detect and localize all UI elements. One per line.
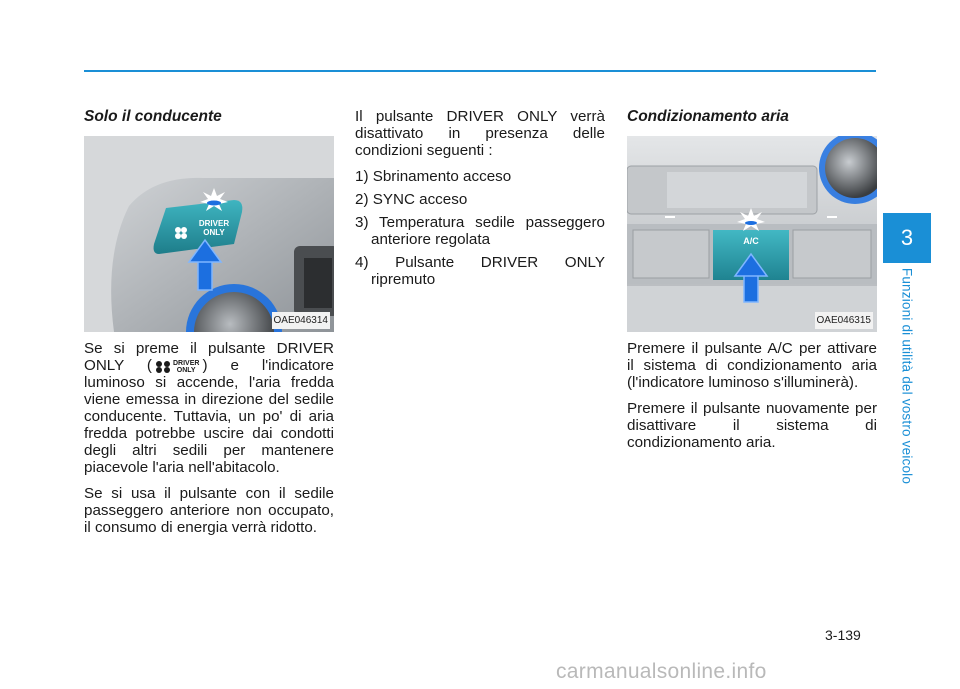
- column-air-conditioning: [627, 108, 877, 460]
- column-driver-only: [84, 108, 334, 545]
- ac-illustration: [627, 136, 877, 332]
- section-heading-driver-only: Solo il conducente: [84, 108, 222, 125]
- top-rule: [84, 70, 876, 72]
- chapter-tab: 3: [883, 213, 931, 263]
- paragraph-driver-only-2: Se si usa il pulsante con il sedile passeggero anteriore non occupato, il consumo di energia verrà ridotto.: [84, 485, 334, 536]
- figure-air-conditioning: [627, 136, 877, 332]
- chapter-title: Funzioni di utilità del vostro veicolo: [899, 267, 915, 485]
- figure-driver-only: [84, 136, 334, 332]
- driver-only-illustration: [84, 136, 334, 332]
- section-heading-air-conditioning: Condizionamento aria: [627, 108, 789, 125]
- conditions-intro: Il pulsante DRIVER ONLY verrà disattivato in presenza delle condizioni seguenti :: [355, 108, 605, 159]
- paragraph-ac-1: Premere il pulsante A/C per attivare il sistema di condizionamento aria (l'indicatore luminoso s'illuminerà).: [627, 340, 877, 391]
- driver-only-inline-icon: [155, 360, 199, 374]
- condition-item: 4) Pulsante DRIVER ONLY ripremuto: [355, 254, 605, 288]
- inline-icon-label: DRIVER ONLY: [172, 360, 200, 374]
- ac-button-text: A/C: [743, 236, 759, 246]
- condition-item: 1) Sbrinamento acceso: [355, 168, 512, 185]
- paragraph-text-start: Se si preme il pulsante DRIVER ONLY (: [84, 340, 334, 374]
- figure-code: OAE046314: [272, 312, 331, 329]
- condition-item: 2) SYNC acceso: [355, 191, 468, 208]
- fan-icon: [155, 361, 171, 373]
- conditions-list: [355, 168, 605, 288]
- paragraph-driver-only-1: [84, 340, 334, 476]
- page-number: 3-139: [825, 627, 861, 643]
- paragraph-ac-2: Premere il pulsante nuovamente per disattivare il sistema di condizionamento aria.: [627, 400, 877, 451]
- column-conditions: [355, 108, 605, 294]
- paragraph-text-end: ) e l'indicatore luminoso si accende, l'aria fredda viene emessa in direzione del sedile conducente. Tuttavia, un po' di aria fredda potrebbe uscire dai condotti degli altri sedili per mantenere piacevole l'aria nell'abitacolo.: [84, 357, 334, 476]
- watermark: carmanualsonline.info: [556, 660, 767, 683]
- driver-only-button-text: DRIVER ONLY: [198, 219, 230, 237]
- condition-item: 3) Temperatura sedile passeggero anteriore regolata: [355, 214, 605, 248]
- figure-code: OAE046315: [815, 312, 874, 329]
